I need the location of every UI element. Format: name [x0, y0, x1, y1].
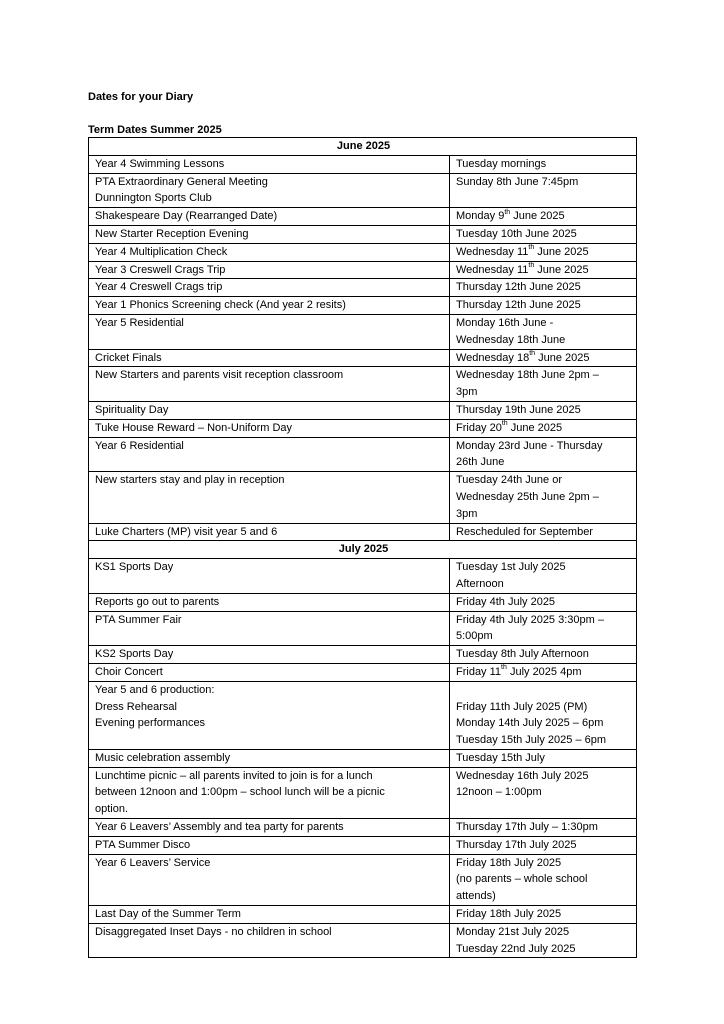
date-cell: Tuesday 8th July Afternoon [450, 646, 637, 664]
date-cell: Thursday 17th July – 1:30pm [450, 819, 637, 837]
table-row [89, 401, 637, 419]
date-cell: Monday 9th June 2025 [450, 208, 637, 226]
table-row [89, 836, 637, 854]
table-row [89, 279, 637, 297]
table-row [89, 225, 637, 243]
table-row [89, 923, 637, 958]
date-cell: Friday 11th July 2025 (PM) Monday 14th July 2025 – 6pm Tuesday 15th July 2025 – 6pm [450, 681, 637, 749]
event-cell: Year 5 and 6 production: Dress Rehearsal Evening performances [89, 681, 450, 749]
event-cell: Last Day of the Summer Term [89, 906, 450, 924]
event-cell: Cricket Finals [89, 349, 450, 367]
date-cell: Monday 21st July 2025 Tuesday 22nd July 2025 [450, 923, 637, 958]
event-cell: PTA Summer Fair [89, 611, 450, 646]
table-row [89, 437, 637, 472]
date-cell: Wednesday 18th June 2pm – 3pm [450, 367, 637, 402]
date-cell: Monday 23rd June - Thursday 26th June [450, 437, 637, 472]
date-cell: Friday 11th July 2025 4pm [450, 663, 637, 681]
event-cell: New starters stay and play in reception [89, 472, 450, 523]
event-cell: Shakespeare Day (Rearranged Date) [89, 208, 450, 226]
date-cell: Tuesday 1st July 2025 Afternoon [450, 559, 637, 594]
event-cell: Year 3 Creswell Crags Trip [89, 261, 450, 279]
table-row [89, 593, 637, 611]
table-row [89, 767, 637, 818]
date-cell: Tuesday 15th July [450, 749, 637, 767]
section-header-row [89, 138, 637, 156]
event-cell: PTA Extraordinary General Meeting Dunnington Sports Club [89, 173, 450, 208]
term-dates-body [89, 138, 637, 958]
event-cell: Year 6 Leavers’ Assembly and tea party for parents [89, 819, 450, 837]
event-cell: PTA Summer Disco [89, 836, 450, 854]
date-cell: Wednesday 16th July 2025 12noon – 1:00pm [450, 767, 637, 818]
table-row [89, 243, 637, 261]
date-cell: Thursday 12th June 2025 [450, 279, 637, 297]
event-cell: New Starters and parents visit reception classroom [89, 367, 450, 402]
table-row [89, 854, 637, 905]
event-cell: Luke Charters (MP) visit year 5 and 6 [89, 523, 450, 541]
event-cell: Music celebration assembly [89, 749, 450, 767]
table-row [89, 611, 637, 646]
date-cell: Sunday 8th June 7:45pm [450, 173, 637, 208]
table-row [89, 208, 637, 226]
event-cell: New Starter Reception Evening [89, 225, 450, 243]
date-cell: Friday 18th July 2025 (no parents – whole school attends) [450, 854, 637, 905]
event-cell: Year 5 Residential [89, 314, 450, 349]
date-cell: Wednesday 11th June 2025 [450, 261, 637, 279]
date-cell: Monday 16th June - Wednesday 18th June [450, 314, 637, 349]
event-cell: Year 4 Swimming Lessons [89, 155, 450, 173]
event-cell: KS1 Sports Day [89, 559, 450, 594]
event-cell: Disaggregated Inset Days - no children in school [89, 923, 450, 958]
section-heading: June 2025 [89, 138, 637, 156]
page-title: Dates for your Diary [88, 91, 194, 103]
date-cell: Thursday 19th June 2025 [450, 401, 637, 419]
table-row [89, 367, 637, 402]
event-cell: Year 4 Creswell Crags trip [89, 279, 450, 297]
event-cell: Lunchtime picnic – all parents invited to join is for a lunch between 12noon and 1:00pm – school lunch will be a picnic option. [89, 767, 450, 818]
event-cell: KS2 Sports Day [89, 646, 450, 664]
date-cell: Tuesday mornings [450, 155, 637, 173]
section-heading: July 2025 [89, 541, 637, 559]
event-cell: Year 6 Residential [89, 437, 450, 472]
page-subtitle: Term Dates Summer 2025 [88, 124, 222, 136]
table-row [89, 349, 637, 367]
date-cell: Tuesday 10th June 2025 [450, 225, 637, 243]
date-cell: Friday 4th July 2025 [450, 593, 637, 611]
table-row [89, 261, 637, 279]
table-row [89, 663, 637, 681]
table-row [89, 559, 637, 594]
table-row [89, 173, 637, 208]
table-row [89, 314, 637, 349]
section-header-row [89, 541, 637, 559]
table-row [89, 906, 637, 924]
table-row [89, 155, 637, 173]
term-dates-table [88, 137, 637, 958]
date-cell: Wednesday 11th June 2025 [450, 243, 637, 261]
table-row [89, 523, 637, 541]
event-cell: Year 4 Multiplication Check [89, 243, 450, 261]
event-cell: Spirituality Day [89, 401, 450, 419]
table-row [89, 819, 637, 837]
table-row [89, 749, 637, 767]
table-row [89, 646, 637, 664]
date-cell: Tuesday 24th June or Wednesday 25th June 2pm – 3pm [450, 472, 637, 523]
date-cell: Friday 18th July 2025 [450, 906, 637, 924]
event-cell: Year 1 Phonics Screening check (And year 2 resits) [89, 297, 450, 315]
table-row [89, 419, 637, 437]
table-row [89, 472, 637, 523]
table-row [89, 681, 637, 749]
table-row [89, 297, 637, 315]
event-cell: Year 6 Leavers’ Service [89, 854, 450, 905]
date-cell: Rescheduled for September [450, 523, 637, 541]
date-cell: Friday 4th July 2025 3:30pm – 5:00pm [450, 611, 637, 646]
date-cell: Wednesday 18th June 2025 [450, 349, 637, 367]
date-cell: Thursday 12th June 2025 [450, 297, 637, 315]
event-cell: Choir Concert [89, 663, 450, 681]
event-cell: Tuke House Reward – Non-Uniform Day [89, 419, 450, 437]
event-cell: Reports go out to parents [89, 593, 450, 611]
date-cell: Friday 20th June 2025 [450, 419, 637, 437]
date-cell: Thursday 17th July 2025 [450, 836, 637, 854]
